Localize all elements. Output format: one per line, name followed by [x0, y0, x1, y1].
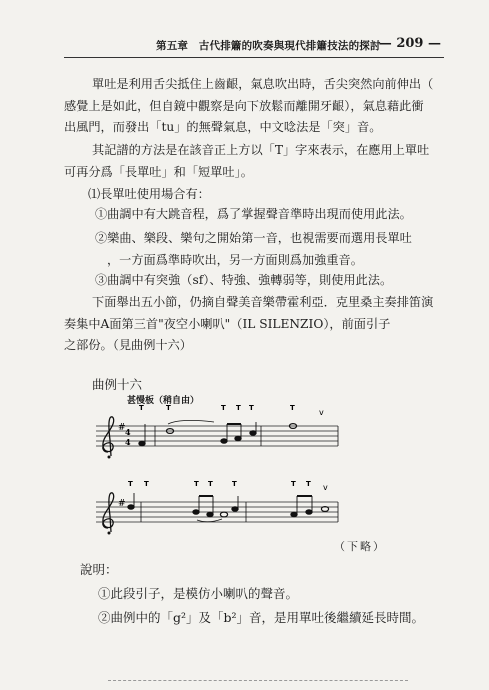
note [207, 512, 213, 517]
treble-clef-icon [103, 417, 114, 459]
tongue-mark: T [236, 404, 241, 412]
note [306, 510, 312, 515]
note [220, 512, 227, 517]
tongue-mark: T [249, 404, 254, 412]
tongue-mark: T [144, 480, 149, 488]
explanation-item-1: ①此段引子，是模仿小喇叭的聲音。 [98, 586, 299, 601]
note [291, 512, 297, 517]
note [128, 505, 134, 510]
treble-clef-icon [103, 493, 114, 535]
list-item-2 [95, 228, 445, 271]
notes [128, 493, 338, 522]
text-line: 可再分爲「長單吐」和「短單吐」。 [64, 164, 253, 179]
tongue-mark: T [128, 480, 133, 488]
tongue-mark: T [139, 404, 144, 412]
list-item-1: ①曲調中有大跳音程，爲了掌握聲音準時出現而使用此法。 [95, 207, 412, 221]
text-line: ②樂曲、樂段、樂句之開始第一音，也視需要而選用長單吐 [95, 231, 412, 245]
sharp-sign: # [118, 423, 126, 433]
example-label: 曲例十六 [92, 377, 143, 392]
music-staff-2 [86, 476, 436, 546]
tongue-mark: T [306, 480, 311, 488]
list-item-3: ③曲調中有突強（sf）、特強、強轉弱等，則使用此法。 [95, 273, 393, 287]
tongue-mark: T [208, 480, 213, 488]
tongue-mark: T [291, 480, 296, 488]
staff-lines [96, 426, 338, 446]
bottom-rule [108, 680, 408, 681]
slur [168, 420, 214, 424]
text-line: 其記譜的方法是在該音正上方以「T」字來表示，在應用上單吐 [92, 143, 430, 157]
tongue-mark: T [221, 404, 226, 412]
music-staff-1 [86, 400, 436, 470]
tongue-mark: T [290, 404, 295, 412]
text-line: 奏集中A面第三首"夜空小喇叭"（IL SILENZIO），前面引子 [64, 316, 391, 331]
note [232, 507, 238, 512]
paragraph-notation [64, 140, 444, 183]
text-line: 下面舉出五小節，仍摘自聲美音樂帶霍利亞．克里桑主奏排笛演 [92, 295, 434, 309]
header-rule [64, 57, 444, 58]
explanation-title: 說明： [80, 562, 118, 577]
text-line: 出風門，而發出「tu」的無聲氣息，中文唸法是「突」音。 [64, 120, 382, 134]
tongue-mark: T [166, 404, 171, 412]
chapter-title: 第五章 古代排簫的吹奏與現代排簫技法的探討 [156, 40, 381, 52]
paragraph-single-tonguing [64, 74, 444, 139]
text-line: 感覺上是如此，但自鏡中觀察是向下放鬆而離開牙齦），氣息藉此衝 [64, 98, 424, 113]
continuation-note: （下略） [334, 540, 386, 553]
slur [197, 519, 222, 522]
running-header [60, 36, 449, 56]
note [139, 441, 145, 446]
tongue-mark: T [194, 480, 199, 488]
subheading-long-single: ⑴長單吐使用場合有： [88, 187, 210, 201]
paragraph-example-intro [64, 292, 444, 357]
text-line: 之部份。（見曲例十六） [64, 338, 192, 352]
tempo-marking: 甚慢板（稍自由） [127, 396, 200, 406]
text-line: ，一方面爲準時吹出，另一方面則爲加強重音。 [107, 252, 363, 267]
accent-mark: v [319, 408, 324, 417]
notes [139, 420, 338, 446]
note [235, 436, 241, 441]
accent-mark: v [323, 483, 328, 492]
note [250, 431, 256, 436]
time-sig-top: 4 [125, 427, 131, 437]
sharp-sign: # [118, 499, 126, 509]
note [221, 439, 227, 444]
tongue-mark: T [232, 480, 237, 488]
note [193, 510, 199, 515]
time-sig-bottom: 4 [125, 437, 131, 447]
text-line: 單吐是利用舌尖抵住上齒齦，氣息吹出時，舌尖突然向前伸出（ [92, 77, 434, 91]
explanation-item-2: ②曲例中的「g²」及「b²」音，是用單吐後繼續延長時間。 [98, 610, 425, 625]
page-number: — 209 — [378, 36, 441, 51]
